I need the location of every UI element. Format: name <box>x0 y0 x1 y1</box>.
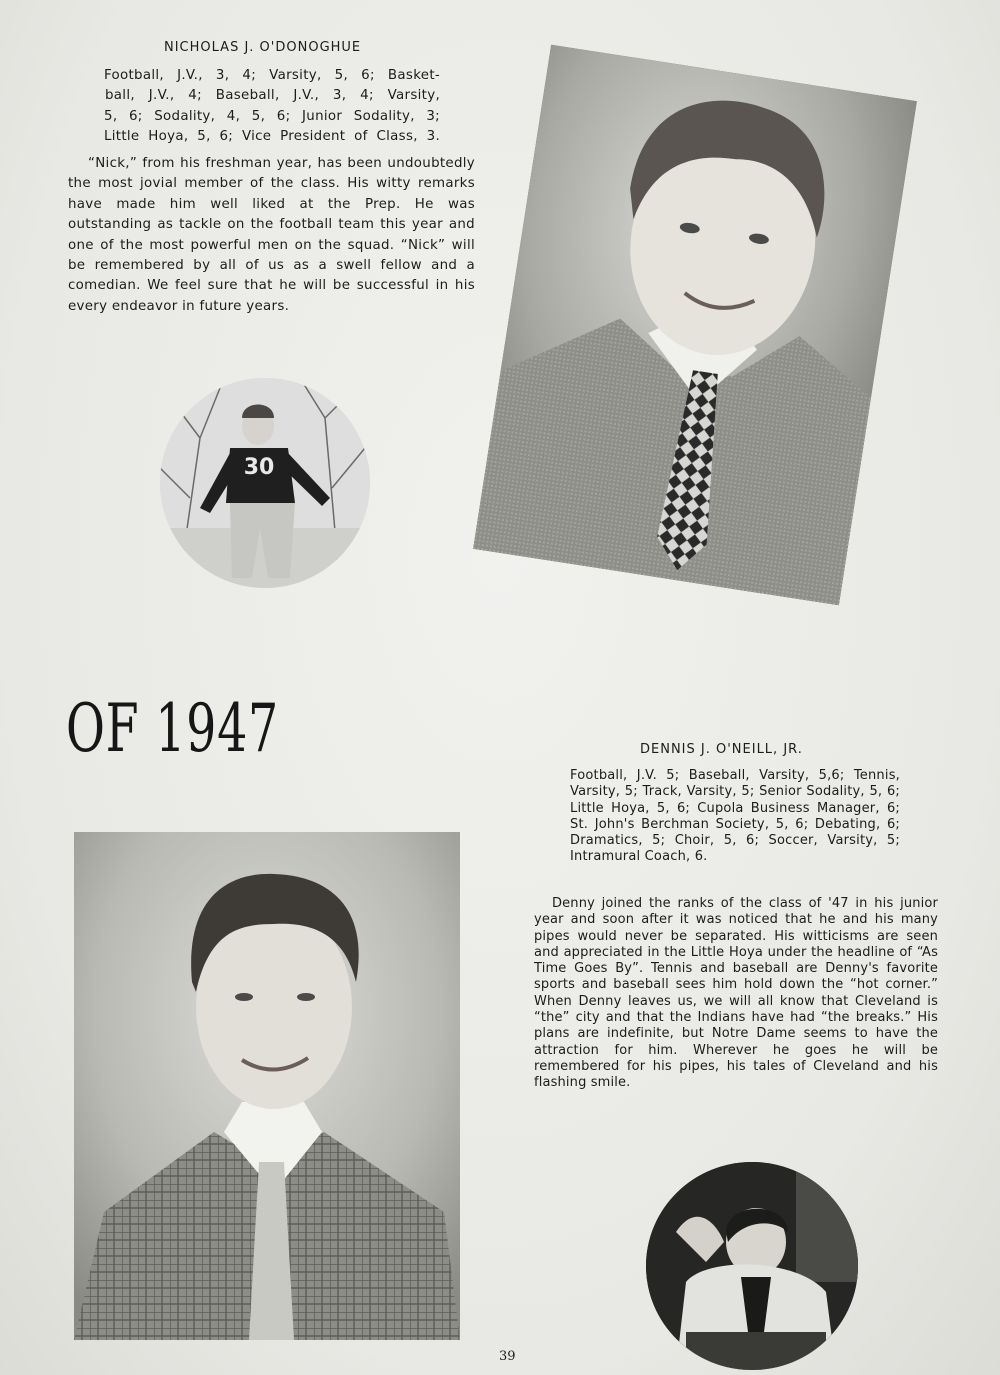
student2-activities: Football, J.V. 5; Baseball, Varsity, 5,6; Tennis, Varsity, 5; Track, Varsity, 5; Senior Sodality, 5, 6; Little Hoya, 5, 6; Cupola Business Manager, 6; St. John's Berchman Society, 5, 6; Debating, 6; Dramatics, 5; Choir, 5, 6; Soccer, Varsity, 5; Intramural Coach, 6. <box>570 768 900 865</box>
student1-activities-line: ball, J.V., 4; Baseball, J.V., 3, 4; Varsity, <box>105 88 440 104</box>
student2-portrait-image <box>74 832 460 1340</box>
student2-candid-photo <box>646 1162 858 1370</box>
student1-football-image <box>160 378 370 588</box>
student1-activities-line: Little Hoya, 5, 6; Vice President of Class, 3. <box>104 129 440 145</box>
student1-name: NICHOLAS J. O'DONOGHUE <box>164 40 362 55</box>
student1-activities-line: Football, J.V., 3, 4; Varsity, 5, 6; Basket- <box>104 68 440 83</box>
student2-bio: Denny joined the ranks of the class of '47 in his junior year and soon after it was noticed that he and his many pipes would never be separated. His witticisms are seen and appreciated in the Little Hoya under the headline of “As Time Goes By”. Tennis and baseball are Denny's favorite sports and baseball sees him hold down the “hot corner.” When Denny leaves us, we will all know that Cleveland is “the” city and that the Indians have had “the breaks.” His plans are indefinite, but Notre Dame seems to have the attraction for him. Wherever he goes he will be remembered for his pipes, his tales of Cleveland and his flashing smile. <box>534 896 938 1091</box>
student2-name: DENNIS J. O'NEILL, JR. <box>640 742 803 757</box>
page-number: 39 <box>499 1349 516 1364</box>
student1-portrait-image <box>473 45 917 606</box>
student2-portrait-photo <box>74 832 460 1340</box>
jersey-number: 30 <box>243 455 275 480</box>
student1-activities-line: 5, 6; Sodality, 4, 5, 6; Junior Sodality, 3; <box>104 108 440 124</box>
student1-portrait-photo <box>473 45 917 606</box>
student2-candid-image <box>646 1162 858 1370</box>
student1-activities <box>104 66 440 148</box>
student1-bio: “Nick,” from his freshman year, has been undoubtedly the most jovial member of the class. His witty remarks have made him well liked at the Prep. He was outstanding as tackle on the football team this year and one of the most powerful men on the squad. “Nick” will be remembered by all of us as a swell fellow and a comedian. We feel sure that he will be successful in his every endeavor in future years. <box>68 156 475 314</box>
student1-football-photo <box>160 378 370 588</box>
class-headline: OF 1947 <box>66 690 280 767</box>
